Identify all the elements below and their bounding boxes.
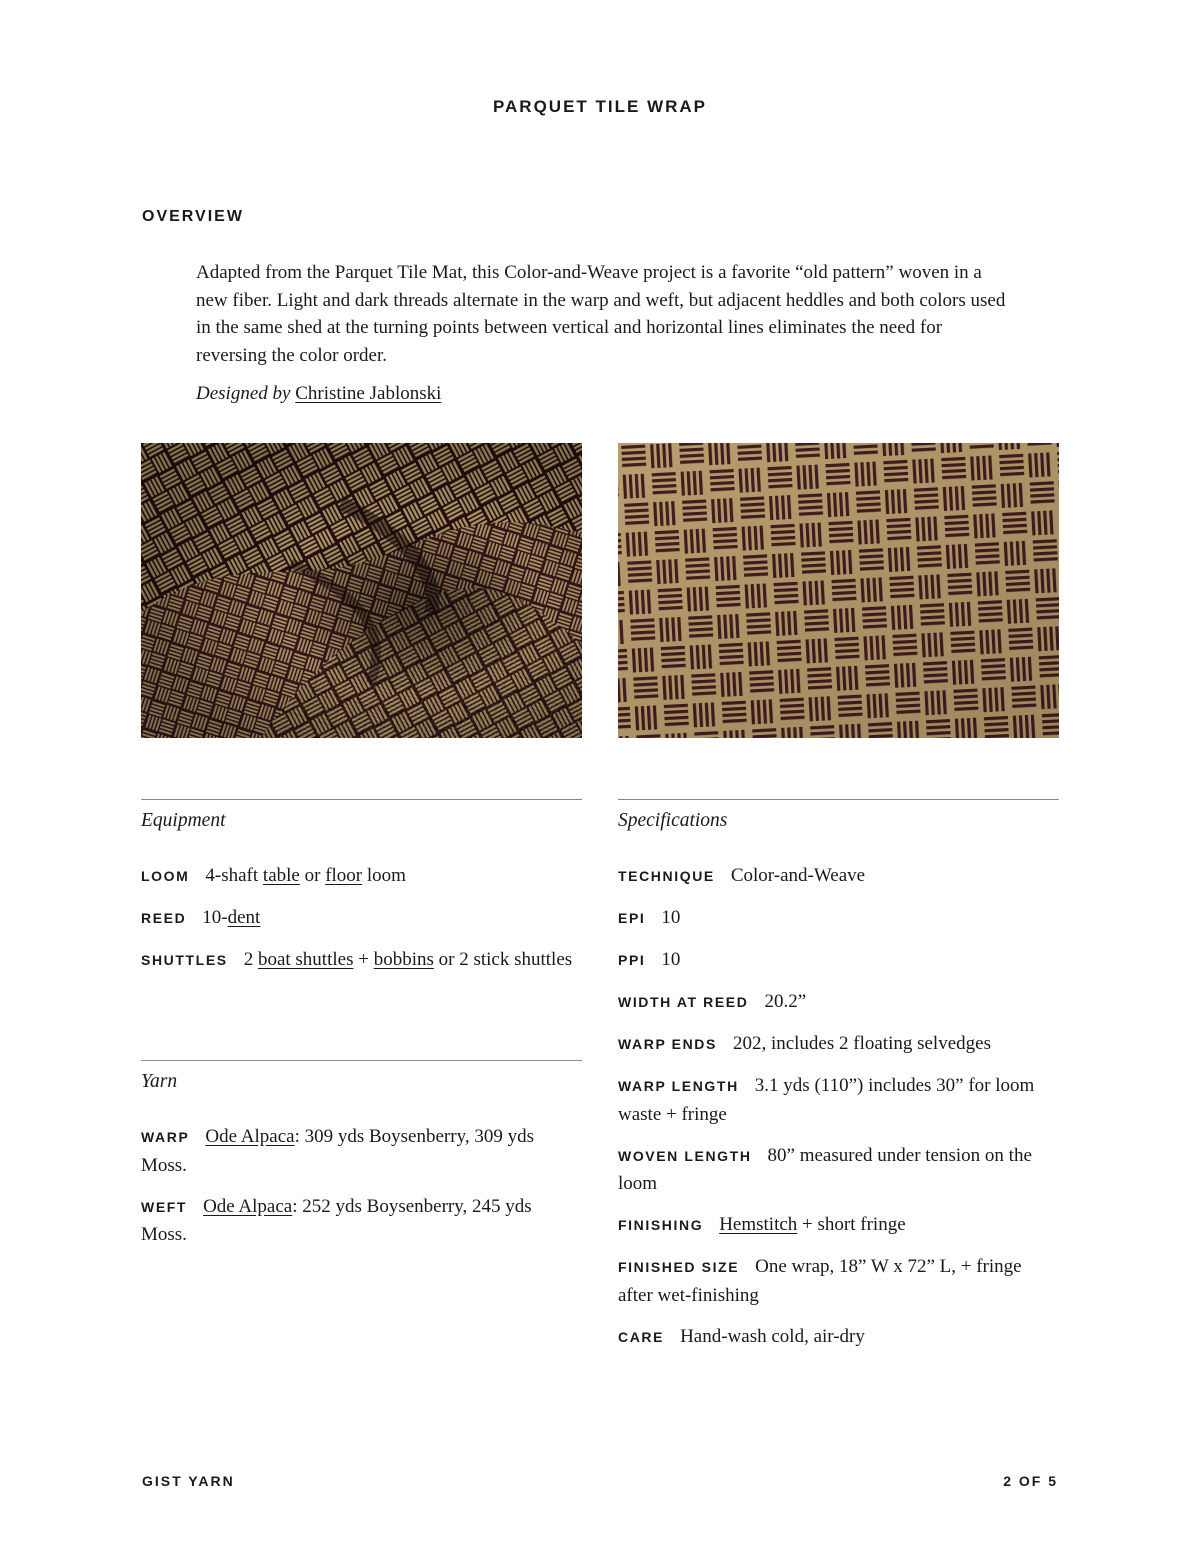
- reed-text: 10-: [202, 907, 228, 928]
- equipment-reed: [141, 904, 582, 933]
- spec-warp-ends: [618, 1030, 1059, 1059]
- spec-epi: [618, 904, 1059, 933]
- overview-paragraph: Adapted from the Parquet Tile Mat, this Color-and-Weave project is a favorite “old pattern” woven in a new fiber. Light and dark threads alternate in the warp and weft, but adjacent heddles and both colors used in the same shed at the turning points between vertical and horizontal lines eliminates the need for reversing the color order.: [196, 262, 1006, 366]
- designer-credit: [196, 383, 441, 405]
- footer-brand: GIST YARN: [142, 1473, 235, 1489]
- weft-label: WEFT: [141, 1198, 188, 1215]
- fabric-photo-draped: [141, 443, 582, 738]
- overview-heading: OVERVIEW: [142, 208, 244, 225]
- yarn-section: [141, 1060, 582, 1281]
- shuttles-text-end: or 2 stick shuttles: [433, 949, 573, 970]
- spec-ppi: [618, 946, 1059, 975]
- width-label: WIDTH AT REED: [618, 994, 749, 1010]
- width-value: 20.2”: [764, 991, 807, 1012]
- footer-page-number: 2 OF 5: [1003, 1473, 1058, 1489]
- reed-label: REED: [141, 910, 187, 926]
- warp-length-value: 3.1 yds (110”) includes 30” for loom waste + fringe: [618, 1075, 1035, 1125]
- fabric-flat-image: [618, 443, 1059, 738]
- yarn-weft: [141, 1193, 582, 1249]
- shuttles-text: 2: [243, 949, 258, 970]
- fabric-photo-flat: [618, 443, 1059, 738]
- loom-text: 4-shaft: [205, 865, 263, 886]
- epi-value: 10: [661, 907, 681, 928]
- spec-care: [618, 1323, 1059, 1352]
- loom-text-mid: or: [299, 865, 326, 886]
- ppi-value: 10: [661, 949, 681, 970]
- woven-length-label: WOVEN LENGTH: [618, 1147, 752, 1164]
- epi-label: EPI: [618, 910, 646, 926]
- hemstitch-link[interactable]: Hemstitch: [719, 1214, 798, 1235]
- care-label: CARE: [618, 1328, 665, 1345]
- technique-value: Color-and-Weave: [730, 865, 866, 886]
- specifications-section: [618, 799, 1059, 1360]
- equipment-list: [141, 862, 582, 988]
- spec-warp-length: [618, 1072, 1059, 1128]
- weft-text: : 252 yds Boysenberry, 245 yds Moss.: [141, 1195, 532, 1245]
- boat-shuttles-link[interactable]: boat shuttles: [257, 949, 354, 970]
- finishing-label: FINISHING: [618, 1217, 704, 1233]
- warp-ends-value: 202, includes 2 floating selvedges: [732, 1033, 991, 1054]
- shuttles-text-mid: +: [353, 949, 374, 970]
- ppi-label: PPI: [618, 952, 646, 968]
- warp-text: : 309 yds Boysenberry, 309 yds Moss.: [141, 1126, 534, 1176]
- designed-by-prefix: Designed by: [196, 383, 291, 404]
- specifications-title: Specifications: [618, 810, 728, 831]
- equipment-section: [141, 799, 582, 1030]
- dent-link[interactable]: dent: [227, 907, 261, 928]
- document-title: PARQUET TILE WRAP: [492, 97, 708, 116]
- woven-length-value: 80” measured under tension on the loom: [618, 1144, 1032, 1194]
- designer-link[interactable]: Christine Jablonski: [295, 383, 442, 404]
- finished-size-label: FINISHED SIZE: [618, 1259, 740, 1275]
- warp-label: WARP: [141, 1129, 190, 1145]
- equipment-loom: [141, 862, 582, 891]
- loom-text-end: loom: [362, 865, 406, 886]
- floor-loom-link[interactable]: floor: [325, 865, 363, 886]
- technique-label: TECHNIQUE: [618, 868, 715, 884]
- spec-finished-size: [618, 1253, 1059, 1309]
- spec-woven-length: [618, 1142, 1059, 1198]
- yarn-list: [141, 1123, 582, 1262]
- yarn-title: Yarn: [141, 1071, 178, 1092]
- specifications-list: [618, 862, 1059, 1365]
- care-value: Hand-wash cold, air-dry: [680, 1325, 865, 1347]
- warp-yarn-link[interactable]: Ode Alpaca: [205, 1126, 295, 1147]
- spec-width-at-reed: [618, 988, 1059, 1017]
- spec-technique: [618, 862, 1059, 891]
- bobbins-link[interactable]: bobbins: [373, 949, 434, 970]
- weft-yarn-link[interactable]: Ode Alpaca: [203, 1195, 293, 1217]
- warp-ends-label: WARP ENDS: [618, 1036, 717, 1052]
- finishing-value: + short fringe: [797, 1214, 906, 1235]
- shuttles-label: SHUTTLES: [141, 952, 228, 968]
- warp-length-label: WARP LENGTH: [618, 1078, 739, 1094]
- finished-size-value: One wrap, 18” W x 72” L, + fringe after wet-finishing: [618, 1256, 1022, 1306]
- equipment-title: Equipment: [141, 810, 226, 831]
- fabric-draped-image: [141, 443, 582, 738]
- yarn-warp: [141, 1123, 582, 1179]
- equipment-shuttles: [141, 946, 582, 975]
- table-loom-link[interactable]: table: [262, 865, 300, 886]
- loom-label: LOOM: [141, 868, 190, 884]
- spec-finishing: [618, 1211, 1059, 1240]
